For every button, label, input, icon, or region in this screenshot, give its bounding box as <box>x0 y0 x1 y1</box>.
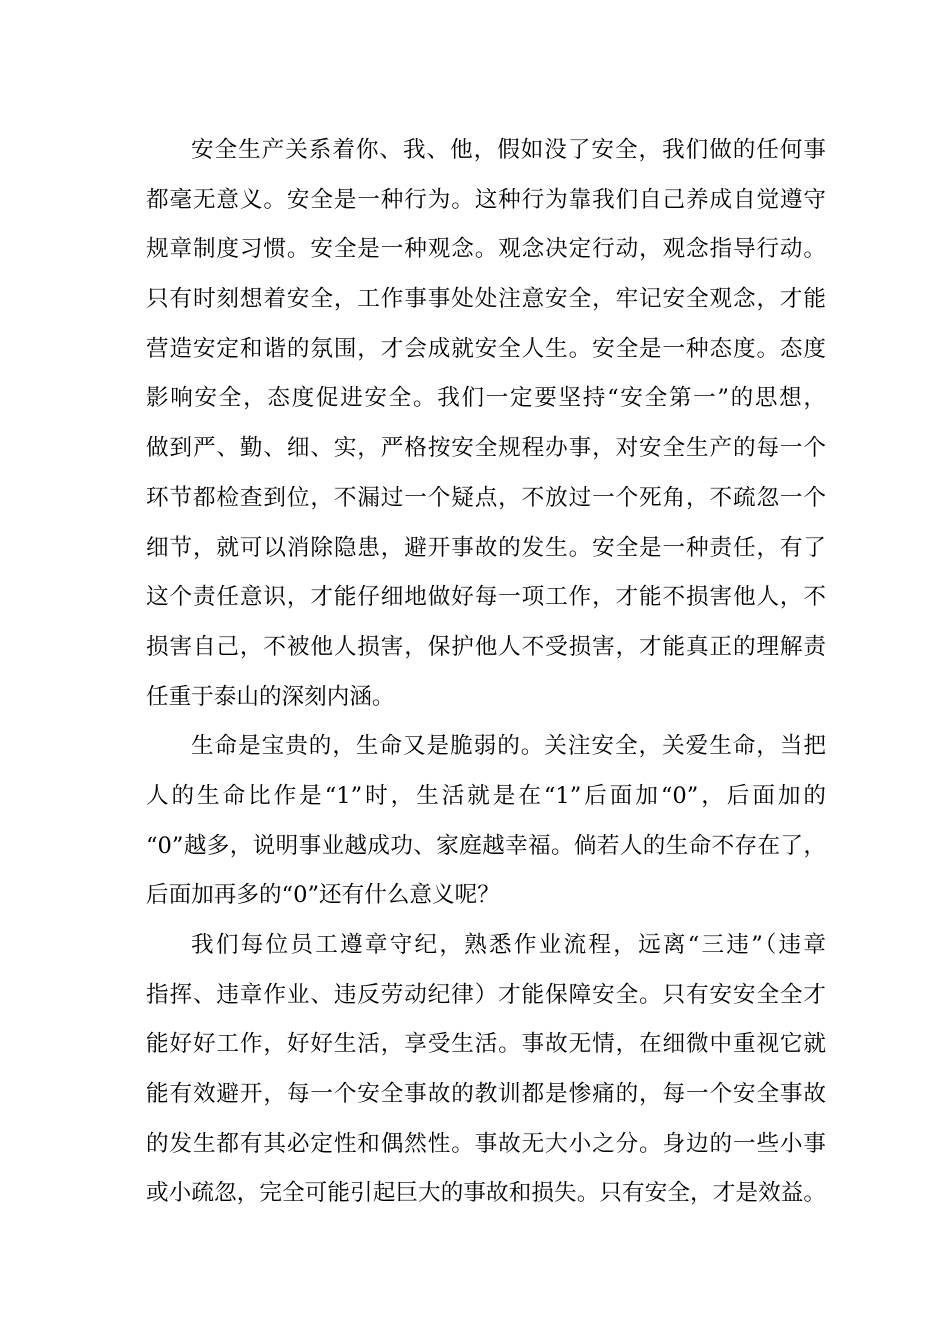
text-line: “0”越多，说明事业越成功、家庭越幸福。倘若人的生命不存在了， <box>146 832 826 859</box>
text-line: 环节都检查到位，不漏过一个疑点，不放过一个死角，不疏忽一个 <box>146 484 826 511</box>
text-line: 做到严、勤、细、实，严格按安全规程办事，对安全生产的每一个 <box>146 435 826 462</box>
document-body <box>146 126 826 1219</box>
text-line: 生命是宝贵的，生命又是脆弱的。关注安全，关爱生命，当把 <box>191 733 826 760</box>
text-line: 能好好工作，好好生活，享受生活。事故无情，在细微中重视它就 <box>146 1031 826 1058</box>
text-line: 的发生都有其必定性和偶然性。事故无大小之分。身边的一些小事 <box>146 1130 826 1157</box>
text-line: 后面加再多的“0”还有什么意义呢？ <box>146 882 500 909</box>
text-line: 人的生命比作是“1”时，生活就是在“1”后面加“0”，后面加的 <box>146 782 826 809</box>
text-line: 或小疏忽，完全可能引起巨大的事故和损失。只有安全，才是效益。 <box>146 1180 826 1207</box>
text-line: 都毫无意义。安全是一种行为。这种行为靠我们自己养成自觉遵守 <box>146 186 826 213</box>
text-line: 规章制度习惯。安全是一种观念。观念决定行动，观念指导行动。 <box>146 236 826 263</box>
text-line: 这个责任意识，才能仔细地做好每一项工作，才能不损害他人，不 <box>146 584 826 611</box>
paragraph-3 <box>146 921 826 1219</box>
text-line: 任重于泰山的深刻内涵。 <box>146 683 395 710</box>
text-line: 营造安定和谐的氛围，才会成就安全人生。安全是一种态度。态度 <box>146 335 826 362</box>
text-line: 影响安全，态度促进安全。我们一定要坚持“安全第一”的思想， <box>146 385 826 412</box>
text-line: 安全生产关系着你、我、他，假如没了安全，我们做的任何事 <box>191 137 826 163</box>
paragraph-1 <box>146 126 826 722</box>
text-line: 指挥、违章作业、违反劳动纪律）才能保障安全。只有安安全全才 <box>146 981 826 1008</box>
text-line: 只有时刻想着安全，工作事事处处注意安全，牢记安全观念，才能 <box>146 286 826 313</box>
text-line: 我们每位员工遵章守纪，熟悉作业流程，远离“三违”（违章 <box>191 932 826 958</box>
text-line: 损害自己，不被他人损害，保护他人不受损害，才能真正的理解责 <box>146 633 826 660</box>
paragraph-2 <box>146 722 826 921</box>
text-line: 能有效避开，每一个安全事故的教训都是惨痛的，每一个安全事故 <box>146 1081 826 1108</box>
text-line: 细节，就可以消除隐患，避开事故的发生。安全是一种责任，有了 <box>146 534 826 561</box>
